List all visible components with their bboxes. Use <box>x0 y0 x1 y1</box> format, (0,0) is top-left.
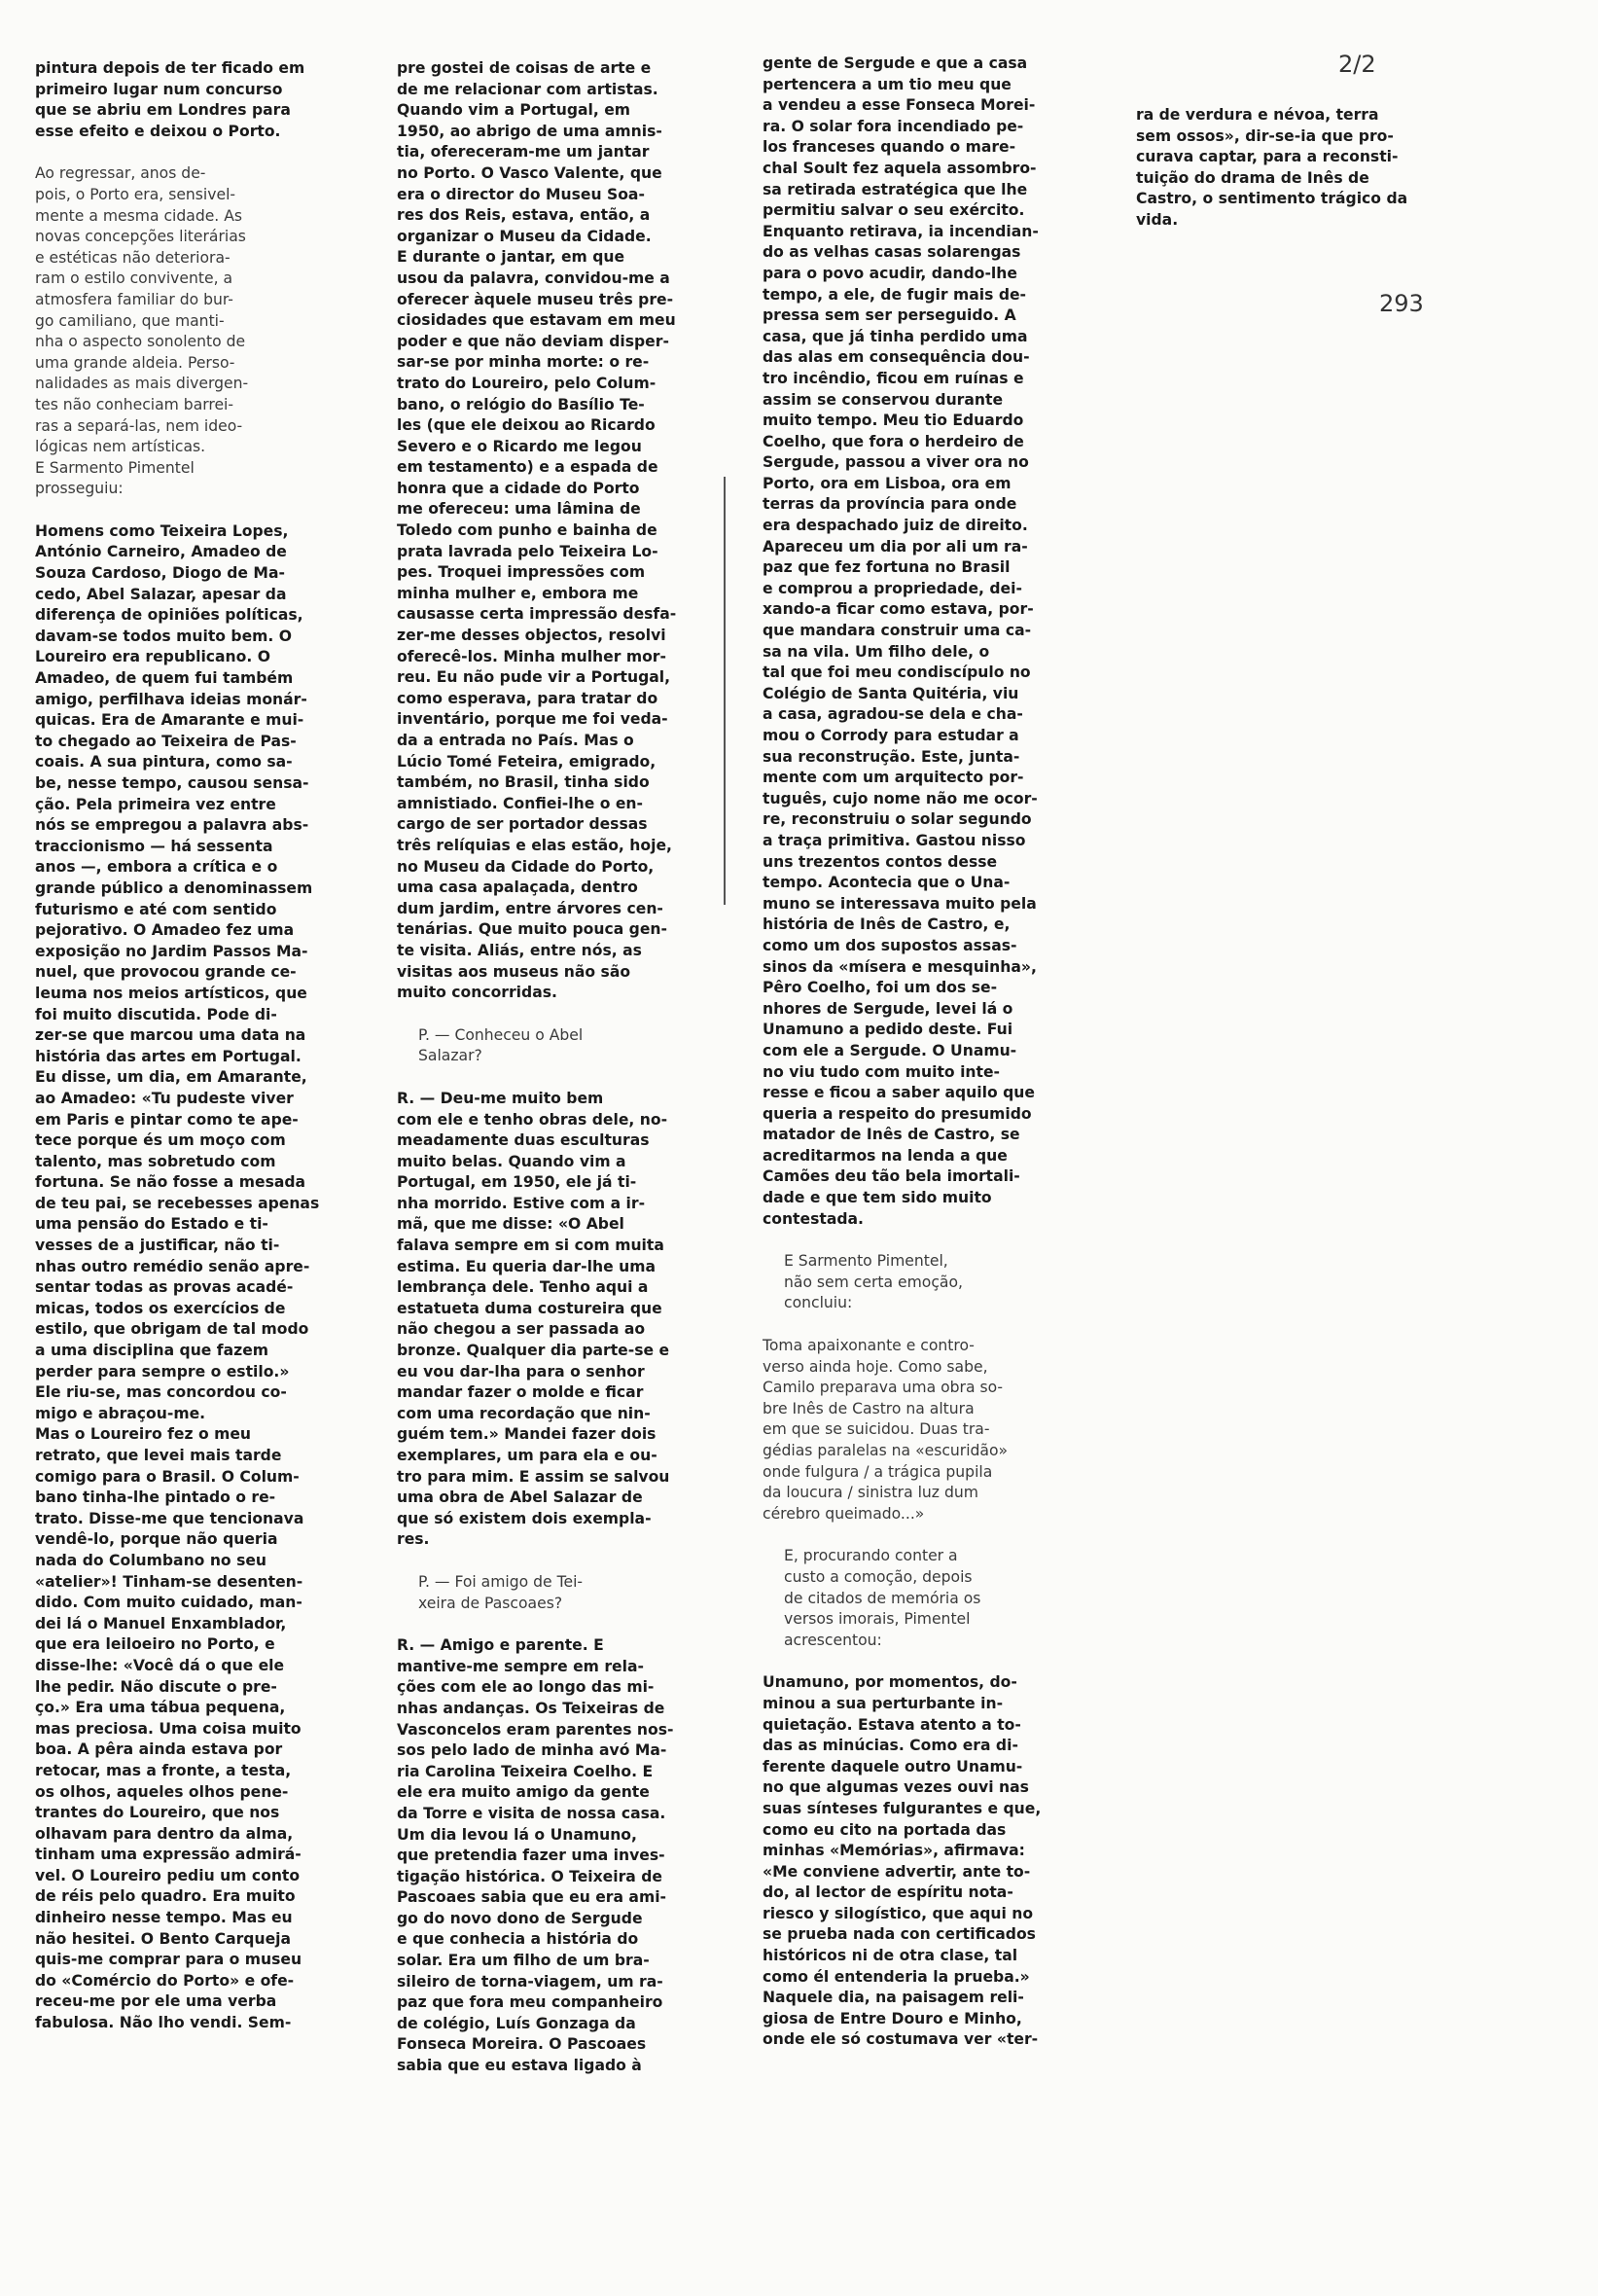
text-column-3 <box>763 54 1080 2051</box>
paragraph: R. — Amigo e parente. E mantive-me sempre em rela- ções com ele ao longo das mi- nhas andanças. Os Teixeiras de Vasconcelos eram parentes nos- sos pelo lado de minha avó Ma- ria Carolina Teixeira Coelho. E ele era muito amigo da gente da Torre e visita de nossa casa. Um dia levou lá o Unamuno, que pretendia fazer uma inves- tigação histórica. O Teixeira de Pascoaes sabia que eu era ami- go do novo dono de Sergude e que conhecia a história do solar. Era um filho de um bra- sileiro de torna-viagem, um ra- paz que fora meu companheiro de colégio, Luís Gonzaga da Fonseca Moreira. O Pascoaes sabia que eu estava ligado à <box>397 1636 674 2075</box>
paragraph: Toma apaixonante e contro- verso ainda hoje. Como sabe, Camilo preparava uma obra so- bre Inês de Castro na altura em que se suicidou. Duas tra- gédias paralelas na «escuridão» onde fulgura / a trágica pupila da loucura / sinistra luz dum cérebro queimado...» <box>763 1337 1009 1523</box>
paragraph-gap <box>763 1230 1080 1251</box>
paragraph-gap <box>35 500 342 521</box>
paragraph: R. — Deu-me muito bem com ele e tenho obras dele, no- meadamente duas esculturas muito belas. Quando vim a Portugal, em 1950, ele já ti- nha morrido. Estive com a ir- mã, que me disse: «O Abel falava sempre em si com muita estima. Eu queria dar-lhe uma lembrança dele. Tenho aqui a estatueta duma costureira que não chegou a ser passada ao bronze. Qualquer dia parte-se e eu vou dar-lha para o senhor mandar fazer o molde e ficar com uma recordação que nin- guém tem.» Mandei fazer dois exemplares, um para ela e ou- tro para mim. E assim se salvou uma obra de Abel Salazar de que só existem dois exempla- res. <box>397 1089 670 1549</box>
column-rule <box>724 477 726 905</box>
text-column-4 <box>1136 105 1465 232</box>
paragraph: pintura depois de ter ficado em primeiro lugar num concurso que se abriu em Londres para esse efeito e deixou o Porto. <box>35 59 305 140</box>
page-label: 2/2 <box>1338 51 1376 78</box>
paragraph-gap <box>397 1004 716 1025</box>
paragraph: Ao regressar, anos de- pois, o Porto era, sensivel- mente a mesma cidade. As novas concepções literárias e estéticas não deteriora- ram o estilo convivente, a atmosfera familiar do bur- go camiliano, que manti- nha o aspecto sonolento de uma grande aldeia. Perso- nalidades as mais divergen- tes não conheciam barrei- ras a separá-las, nem ideo- lógicas nem artísticas. E Sarmento Pimentel prosseguiu: <box>35 164 249 498</box>
page-number: 293 <box>1379 290 1424 317</box>
paragraph-gap <box>397 1067 716 1089</box>
paragraph-gap <box>763 1314 1080 1336</box>
paragraph-gap <box>397 1614 716 1635</box>
paragraph-gap <box>35 142 342 163</box>
paragraph: Unamuno, por momentos, do- minou a sua perturbante in- quietação. Estava atento a to- das as minúcias. Como era di- ferente daquele outro Unamu- no que algumas vezes ouvi nas suas sínteses fulgurantes e que, como eu cito na portada das minhas «Memórias», afirmava: «Me conviene advertir, ante to- do, al lector de espíritu nota- riesco y silogístico, que aqui no se prueba nada con certificados históricos ni de otra clase, tal como él entenderia la prueba.» Naquele dia, na paisagem reli- giosa de Entre Douro e Minho, onde ele só costumava ver «ter- <box>763 1673 1042 2049</box>
paragraph: Homens como Teixeira Lopes, António Carneiro, Amadeo de Souza Cardoso, Diogo de Ma- cedo, Abel Salazar, apesar da diferença de opiniões políticas, davam-se todos muito bem. O Loureiro era republicano. O Amadeo, de quem fui também amigo, perfilhava ideias monár- quicas. Era de Amarante e mui- to chegado ao Teixeira de Pas- coais. A sua pintura, como sa- be, nesse tempo, causou sensa- ção. Pela primeira vez entre nós se empregou a palavra abs- traccionismo — há sessenta anos —, embora a crítica e o grande público a denominassem futurismo e até com sentido pejorativo. O Amadeo fez uma exposição no Jardim Passos Ma- nuel, que provocou grande ce- leuma nos meios artísticos, que foi muito discutida. Pode di- zer-se que marcou uma data na história das artes em Portugal. Eu disse, um dia, em Amarante, ao Amadeo: «Tu pudeste viver em Paris e pintar como te ape- tece porque és um moço com talento, mas sobretudo com fortuna. Se não fosse a mesada de teu pai, se recebesses apenas uma pensão do Estado e ti- vesses de a justificar, não ti- nhas outro remédio senão apre- sentar todas as provas acadé- micas, todos os exercícios de estilo, que obrigam de tal modo a uma disciplina que fazem perder para sempre o estilo.» Ele riu-se, mas concordou co- migo e abraçou-me. Mas o Loureiro fez o meu retrato, que levei mais tarde comigo para o Brasil. O Colum- bano tinha-lhe pintado o re- trato. Disse-me que tencionava vendê-lo, porque não queria nada do Columbano no seu «atelier»! Tinham-se desenten- dido. Com muito cuidado, man- dei lá o Manuel Enxamblador, que era leiloeiro no Porto, e disse-lhe: «Você dá o que ele lhe pedir. Não discute o pre- ço.» Era uma tábua pequena, mas preciosa. Uma coisa muito boa. A pêra ainda estava por retocar, mas a fronte, a testa, os olhos, aqueles olhos pene- trantes do Loureiro, que nos olhavam para dentro da alma, tinham uma expressão admirá- vel. O Loureiro pediu um conto de réis pelo quadro. Era muito dinheiro nesse tempo. Mas eu não hesitei. O Bento Carqueja quis-me comprar para o museu do «Comércio do Porto» e ofe- receu-me por ele uma verba fabulosa. Não lho vendi. Sem- <box>35 521 320 2032</box>
text-column-1 <box>35 58 342 2034</box>
paragraph: ra de verdura e névoa, terra sem ossos», dir-se-ia que pro- curava captar, para a reconsti- tuição do drama de Inês de Castro, o sentimento trágico da vida. <box>1136 106 1408 229</box>
paragraph: E Sarmento Pimentel, não sem certa emoção, concluiu: <box>784 1252 963 1312</box>
paragraph: pre gostei de coisas de arte e de me relacionar com artistas. Quando vim a Portugal, em 1950, ao abrigo de uma amnis- tia, ofereceram-me um jantar no Porto. O Vasco Valente, que era o director do Museu Soa- res dos Reis, estava, então, a organizar o Museu da Cidade. E durante o jantar, em que usou da palavra, convidou-me a oferecer àquele museu três pre- ciosidades que estavam em meu poder e que não deviam disper- sar-se por minha morte: o re- trato do Loureiro, pelo Colum- bano, o relógio do Basílio Te- les (que ele deixou ao Ricardo Severo e o Ricardo me legou em testamento) e a espada de honra que a cidade do Porto me ofereceu: uma lâmina de Toledo com punho e bainha de prata lavrada pelo Teixeira Lo- pes. Troquei impressões com minha mulher e, embora me causasse certa impressão desfa- zer-me desses objectos, resolvi oferecê-los. Minha mulher mor- reu. Eu não pude vir a Portugal, como esperava, para tratar do inventário, porque me foi veda- da a entrada no País. Mas o Lúcio Tomé Feteira, emigrado, também, no Brasil, tinha sido amnistiado. Confiei-lhe o en- cargo de ser portador dessas três relíquias e elas estão, hoje, no Museu da Cidade do Porto, uma casa apalaçada, dentro dum jardim, entre árvores cen- tenárias. Que muito pouca gen- te visita. Aliás, entre nós, as visitas aos museus não são muito concorridas. <box>397 59 677 1002</box>
text-column-2 <box>397 58 716 2077</box>
paragraph: P. — Foi amigo de Tei- xeira de Pascoaes? <box>418 1572 584 1612</box>
paragraph-gap <box>763 1651 1080 1672</box>
paragraph-gap <box>763 1525 1080 1546</box>
paragraph: P. — Conheceu o Abel Salazar? <box>418 1025 584 1065</box>
paragraph: gente de Sergude e que a casa pertencera a um tio meu que a vendeu a esse Fonseca Morei- ra. O solar fora incendiado pe- los franceses quando o mare- chal Soult fez aquela assombro- sa retirada estratégica que lhe permitiu salvar o seu exército. Enquanto retirava, ia incendian- do as velhas casas solarengas para o povo acudir, dando-lhe tempo, a ele, de fugir mais de- pressa sem ser perseguido. A casa, que já tinha perdido uma das alas em consequência dou- tro incêndio, ficou em ruínas e assim se conservou durante muito tempo. Meu tio Eduardo Coelho, que fora o herdeiro de Sergude, passou a viver ora no Porto, ora em Lisboa, ora em terras da província para onde era despachado juiz de direito. Apareceu um dia por ali um ra- paz que fez fortuna no Brasil e comprou a propriedade, dei- xando-a ficar como estava, por- que mandara construir uma ca- sa na vila. Um filho dele, o tal que foi meu condiscípulo no Colégio de Santa Quitéria, viu a casa, agradou-se dela e cha- mou o Corrody para estudar a sua reconstrução. Este, junta- mente com um arquitecto por- tuguês, cujo nome não me ocor- re, reconstruiu o solar segundo a traça primitiva. Gastou nisso uns trezentos contos desse tempo. Acontecia que o Una- muno se interessava muito pela história de Inês de Castro, e, como um dos supostos assas- sinos da «mísera e mesquinha», Pêro Coelho, foi um dos se- nhores de Sergude, levei lá o Unamuno a pedido deste. Fui com ele a Sergude. O Unamu- no viu tudo com muito inte- resse e ficou a saber aquilo que queria a respeito do presumido matador de Inês de Castro, se acreditarmos na lenda a que Camões deu tão bela imortali- dade e que tem sido muito contestada. <box>763 54 1039 1228</box>
paragraph: E, procurando conter a custo a comoção, depois de citados de memória os versos imorais, Pimentel acrescentou: <box>784 1547 981 1649</box>
paragraph-gap <box>397 1551 716 1572</box>
